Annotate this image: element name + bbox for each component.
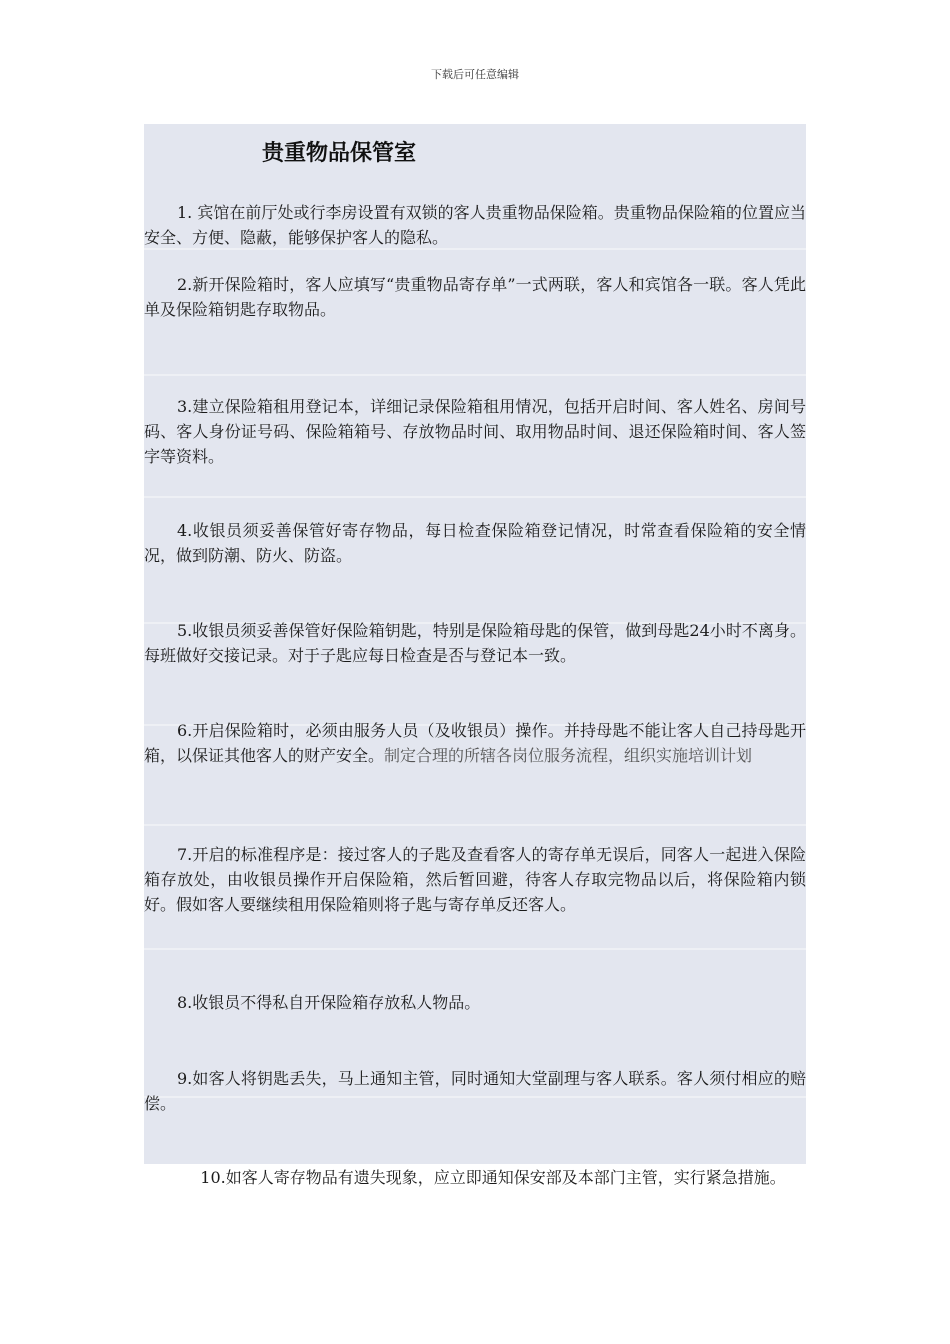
paragraph-6-text: 6.开启保险箱时，必须由服务人员（及收银员）操作。并持母匙不能让客人自己持母匙开箱，以保证其他客人的财产安全。 — [144, 721, 806, 765]
paragraph-7: 7.开启的标准程序是：接过客人的子匙及查看客人的寄存单无误后，同客人一起进入保险箱存放处，由收银员操作开启保险箱，然后暂回避，待客人存取完物品以后，将保险箱内锁好。假如客人要继续租用保险箱则将子匙与寄存单反还客人。 — [144, 845, 806, 914]
divider — [144, 496, 806, 498]
paragraph-4: 4.收银员须妥善保管好寄存物品，每日检查保险箱登记情况，时常查看保险箱的安全情况，做到防潮、防火、防盗。 — [144, 521, 806, 565]
header-note: 下载后可任意编辑 — [431, 68, 519, 81]
paragraph-1: 1. 宾馆在前厅处或行李房设置有双锁的客人贵重物品保险箱。贵重物品保险箱的位置应当安全、方便、隐蔽，能够保护客人的隐私。 — [144, 203, 806, 247]
paragraph-6-gray-text: 制定合理的所辖各岗位服务流程，组织实施培训计划 — [384, 746, 753, 765]
paragraph-6 — [144, 718, 806, 768]
divider — [144, 948, 806, 950]
divider — [144, 374, 806, 376]
paragraph-10: 10.如客人寄存物品有遗失现象，应立即通知保安部及本部门主管，实行紧急措施。 — [200, 1168, 786, 1187]
document-title: 贵重物品保管室 — [262, 141, 417, 166]
paragraph-3: 3.建立保险箱租用登记本，详细记录保险箱租用情况，包括开启时间、客人姓名、房间号码、客人身份证号码、保险箱箱号、存放物品时间、取用物品时间、退还保险箱时间、客人签字等资料。 — [144, 397, 806, 466]
paragraph-8: 8.收银员不得私自开保险箱存放私人物品。 — [177, 993, 481, 1012]
divider — [144, 824, 806, 826]
paragraph-2: 2.新开保险箱时，客人应填写“贵重物品寄存单”一式两联，客人和宾馆各一联。客人凭此单及保险箱钥匙存取物品。 — [144, 275, 806, 319]
paragraph-5: 5.收银员须妥善保管好保险箱钥匙，特别是保险箱母匙的保管，做到母匙24小时不离身。每班做好交接记录。对于子匙应每日检查是否与登记本一致。 — [144, 621, 806, 665]
paragraph-9: 9.如客人将钥匙丢失，马上通知主管，同时通知大堂副理与客人联系。客人须付相应的赔偿。 — [144, 1069, 806, 1113]
